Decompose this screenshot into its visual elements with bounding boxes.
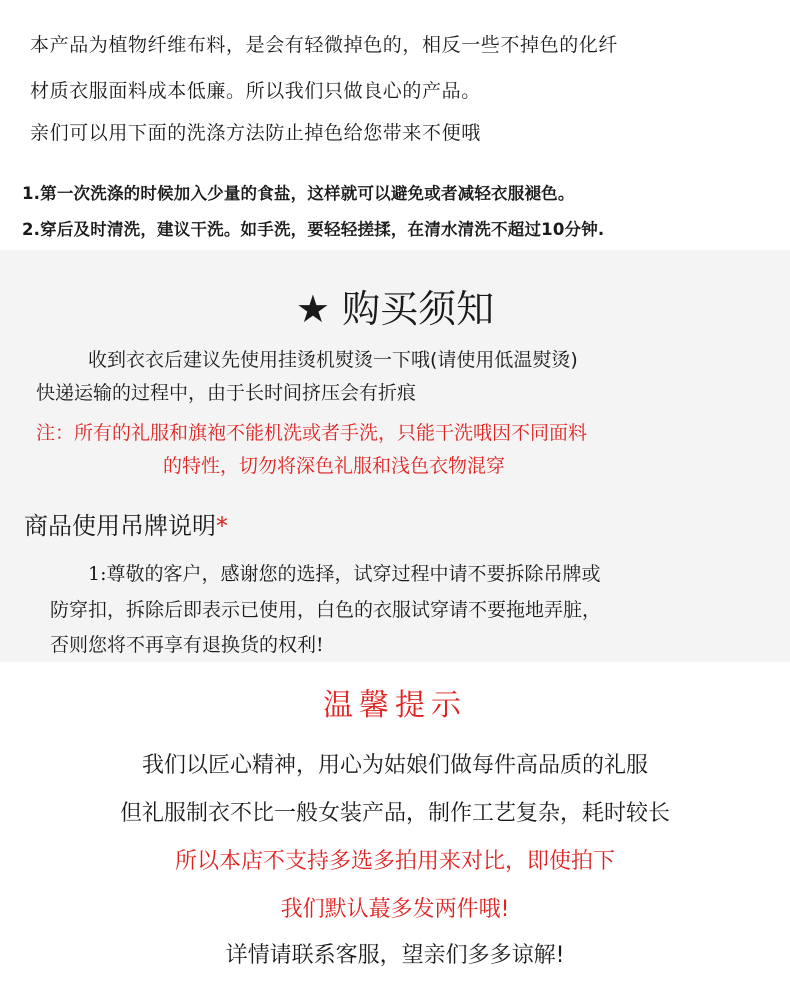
tag-line-3: 否则您将不再享有退换货的权利! bbox=[50, 634, 324, 656]
purchase-line-1: 收到衣衣后建议先使用挂烫机熨烫一下哦(请使用低温熨烫) bbox=[88, 349, 578, 371]
purchase-note-line-2: 的特性，切勿将深色礼服和浅色衣物混穿 bbox=[163, 455, 506, 477]
wash-tip-1: 1.第一次洗涤的时候加入少量的食盐，这样就可以避免或者减轻衣服褪色。 bbox=[22, 184, 575, 203]
reminder-closing-line: 详情请联系客服，望亲们多多谅解! bbox=[225, 943, 565, 968]
tag-line-1: 1:尊敬的客户，感谢您的选择，试穿过程中请不要拆除吊牌或 bbox=[88, 563, 601, 585]
reminder-red-line-1: 所以本店不支持多选多拍用来对比，即使拍下 bbox=[174, 849, 615, 874]
intro-line-3: 亲们可以用下面的洗涤方法防止掉色给您带来不便哦 bbox=[30, 122, 481, 144]
intro-line-2: 材质衣服面料成本低廉。所以我们只做良心的产品。 bbox=[30, 80, 481, 102]
purchase-note-line-1: 注：所有的礼服和旗袍不能机洗或者手洗，只能干洗哦因不同面料 bbox=[36, 422, 588, 444]
wash-tip-2: 2.穿后及时清洗，建议干洗。如手洗，要轻轻搓揉，在清水清洗不超过10分钟. bbox=[22, 220, 605, 239]
tag-heading-text: 商品使用吊牌说明 bbox=[24, 512, 216, 540]
reminder-line-1: 我们以匠心精神，用心为姑娘们做每件高品质的礼服 bbox=[141, 753, 648, 778]
reminder-red-line-2: 我们默认蕞多发两件哦! bbox=[280, 897, 510, 922]
tag-line-2: 防穿扣，拆除后即表示已使用，白色的衣服试穿请不要拖地弄脏， bbox=[50, 599, 602, 621]
tag-heading bbox=[24, 506, 228, 541]
reminder-line-2: 但礼服制衣不比一般女装产品，制作工艺复杂，耗时较长 bbox=[119, 801, 670, 826]
purchase-line-2: 快递运输的过程中，由于长时间挤压会有折痕 bbox=[36, 382, 417, 404]
required-asterisk: * bbox=[216, 512, 228, 540]
warm-reminder-title: 温馨提示 bbox=[323, 688, 467, 723]
purchase-notice-section bbox=[0, 250, 790, 662]
purchase-notice-title: ★ 购买须知 bbox=[295, 287, 495, 331]
intro-line-1: 本产品为植物纤维布料，是会有轻微掉色的，相反一些不掉色的化纤 bbox=[30, 34, 619, 56]
warm-reminder-section bbox=[0, 662, 790, 996]
washing-instructions-section bbox=[0, 0, 790, 250]
